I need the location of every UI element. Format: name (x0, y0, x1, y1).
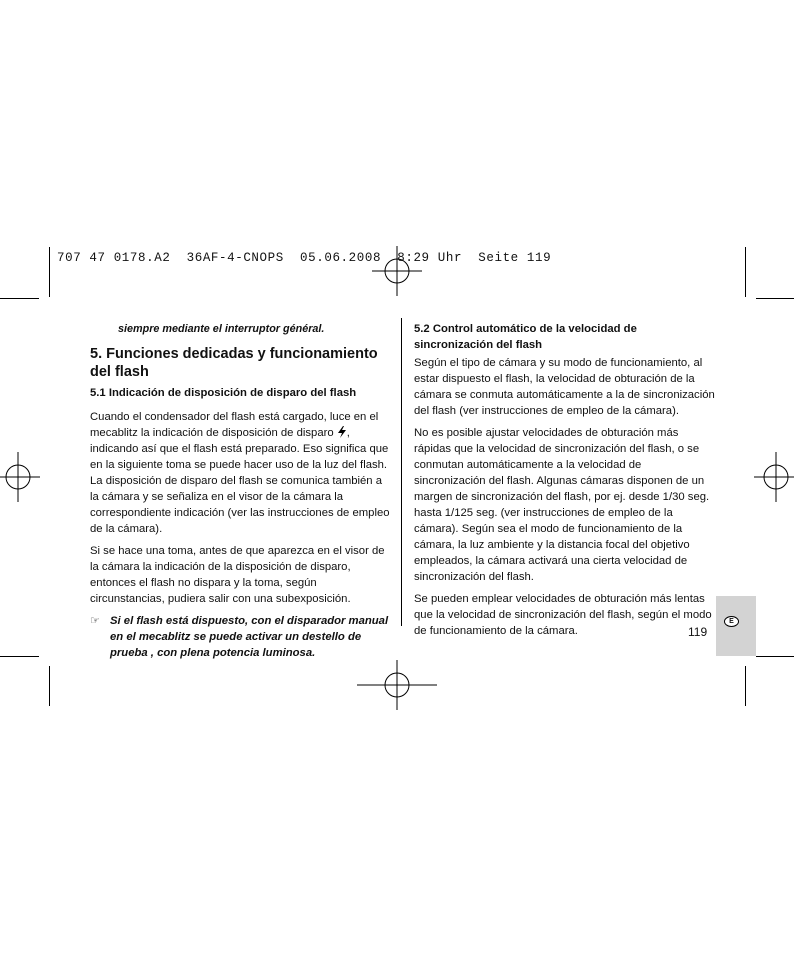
paragraph: Según el tipo de cámara y su modo de funcionamiento, al estar dispuesto el flash, la velocidad de obturación de la cámara se conmuta automáticamente a la de sincronización del flash (ver instrucciones de empleo de la cámara). (414, 357, 715, 417)
language-badge: E (724, 616, 739, 627)
crop-mark (0, 298, 39, 299)
crop-mark (745, 247, 746, 297)
crop-mark (0, 656, 39, 657)
paragraph: Si se hace una toma, antes de que aparezca en el visor de la cámara la indicación de la disposición de disparo, entonces el flash no dispara y la toma, según circunstancias, pudiera salir con una subexposición. (90, 545, 385, 605)
crop-mark (756, 656, 794, 657)
section-title: 5. Funciones dedicadas y funcionamiento del flash (90, 346, 378, 380)
left-column (90, 321, 392, 661)
language-tab (716, 596, 756, 656)
carryover-text: siempre mediante el interruptor général. (118, 323, 325, 335)
pointing-hand-icon: ☞ (90, 615, 100, 627)
registration-mark-bottom (357, 660, 437, 710)
paragraph-text: , indicando así que el flash está preparado. Eso significa que en la siguiente toma se puede hacer uso de la luz del flash. La disposición de disparo del flash se comunica también a la cámara y se señaliza en el visor de la cámara la correspondiente indicación (ver las instrucciones de empleo de la cámara). (90, 427, 390, 535)
flash-ready-icon (337, 426, 347, 438)
crop-mark (756, 298, 794, 299)
subsection-title: 5.2 Control automático de la velocidad de sincronización del flash (414, 323, 637, 351)
note-text: Si el flash está dispuesto, con el disparador manual en el mecablitz se puede activar un destello de prueba , con plena potencia luminosa. (110, 615, 389, 659)
paragraph: Se pueden emplear velocidades de obturación más lentas que la velocidad de sincronización del flash, según el modo de funcionamiento de la cámara. (414, 593, 712, 637)
registration-mark-right (754, 452, 794, 502)
paragraph (90, 409, 392, 537)
paragraph: No es posible ajustar velocidades de obturación más rápidas que la velocidad de sincronización del flash, o se conmutan automáticamente a la velocidad de sincronización del flash. Algunas cámaras disponen de un margen de sincronización del flash, por ej. desde 1/30 seg. hasta 1/125 seg. (ver instrucciones de empleo de la cámara). Según sea el modo de funcionamiento de la cámara, la luz ambiente y la distancia focal del objetivo empleados, la cámara activará una cierta velocidad de sincronización del flash. (414, 427, 710, 583)
crop-mark (49, 666, 50, 706)
subsection-title: 5.1 Indicación de disposición de disparo del flash (90, 387, 357, 399)
page-number: 119 (688, 625, 708, 639)
right-column (414, 321, 716, 645)
column-divider (401, 318, 402, 626)
crop-mark (745, 666, 746, 706)
paragraph-text: Cuando el condensador del flash está cargado, luce en el mecablitz la indicación de disposición de disparo (90, 411, 379, 439)
print-slug: 707 47 0178.A2 36AF-4-CNOPS 05.06.2008 8:29 Uhr Seite 119 (57, 251, 552, 265)
crop-mark (49, 247, 50, 297)
note (90, 613, 392, 661)
registration-mark-left (0, 452, 40, 502)
